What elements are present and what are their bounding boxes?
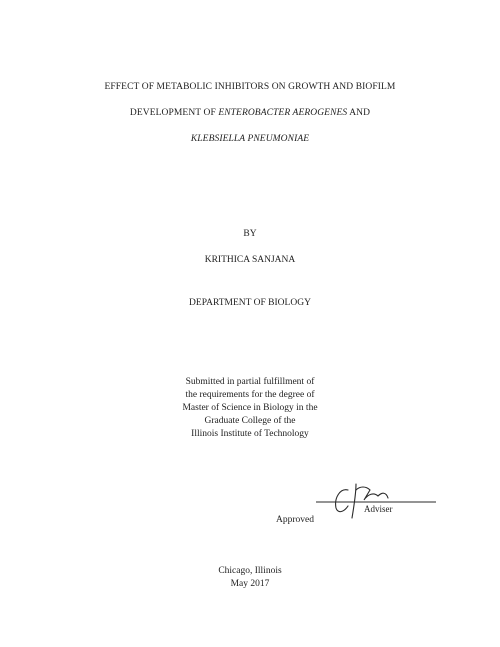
adviser-signature [312,476,442,526]
thesis-title-line-1: EFFECT OF METABOLIC INHIBITORS ON GROWTH AND BIOFILM [104,82,396,92]
signature-role-label: Adviser [364,504,393,514]
author-name: KRITHICA SANJANA [204,255,296,265]
thesis-title-line-2 [0,107,500,119]
location: Chicago, Illinois [218,566,282,576]
submission-line-3: Master of Science in Biology in the [182,403,318,413]
thesis-title-line-3: KLEBSIELLA PNEUMONIAE [190,134,310,144]
by-label: BY [243,229,257,239]
submission-date: May 2017 [230,579,270,589]
submission-line-2: the requirements for the degree of [185,390,315,400]
title-species-1: ENTEROBACTER AEROGENES [218,108,348,118]
department-name: DEPARTMENT OF BIOLOGY [189,298,311,308]
submission-line-5: Illinois Institute of Technology [191,429,309,439]
approved-label: Approved [276,515,314,525]
submission-line-4: Graduate College of the [204,416,296,426]
submission-line-1: Submitted in partial fulfillment of [185,377,315,387]
title-line-2-prefix: DEVELOPMENT OF [129,108,219,118]
title-line-2-suffix: AND [347,108,371,118]
